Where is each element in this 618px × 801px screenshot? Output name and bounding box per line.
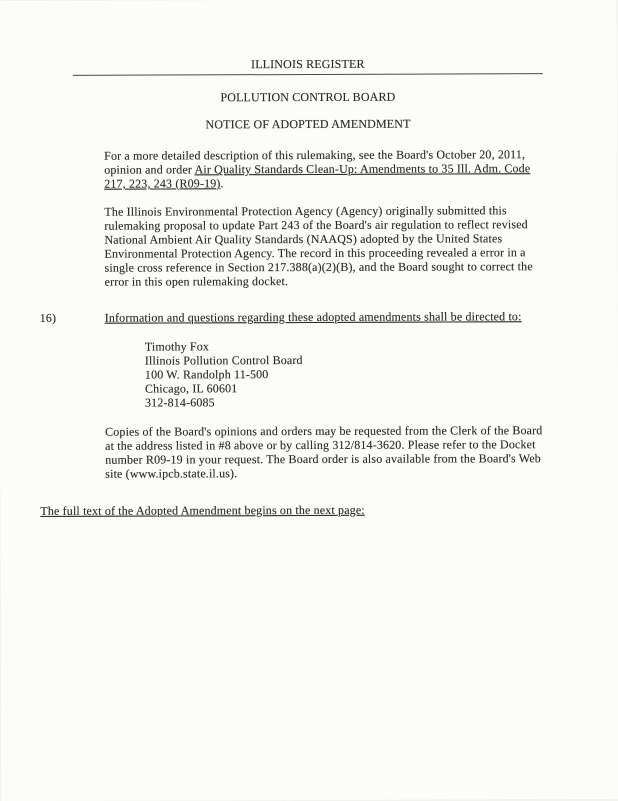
item-16-number: 16) (39, 310, 57, 325)
notice-title: NOTICE OF ADOPTED AMENDMENT (205, 116, 411, 132)
paragraph-rulemaking-description (104, 147, 544, 191)
contact-block (145, 338, 618, 410)
board-title: POLLUTION CONTROL BOARD (220, 89, 396, 105)
paragraph-1-period: . (220, 176, 224, 191)
contact-name: Timothy Fox (144, 339, 210, 354)
paragraph-agency-proposal: The Illinois Environmental Protection Agency (Agency) originally submitted this rulemaking proposal to update Part 243 of the Board's air regulation to reflect revised National Ambient Air Quality Standards (NAAQS) adopted by the United States Environmental Protection Agency. The record in this proceeding revealed a error in a single cross reference in Section 217.388(a)(2)(B), and the Board sought to correct the error in this open rulemaking docket. (104, 203, 533, 289)
register-header (73, 56, 543, 76)
item-16-row (0, 309, 618, 325)
contact-city-state-zip: Chicago, IL 60601 (144, 381, 238, 396)
paragraph-1-text: For a more detailed description of this rulemaking, see the Board's October 20, 2011, opinion and order (104, 147, 526, 177)
contact-organization: Illinois Pollution Control Board (144, 353, 303, 368)
contact-phone: 312-814-6085 (144, 395, 215, 410)
register-title: ILLINOIS REGISTER (251, 56, 365, 72)
contact-street-address: 100 W. Randolph 11-500 (144, 367, 269, 382)
full-text-footer-line: The full text of the Adopted Amendment begins on the next page: (40, 502, 365, 518)
paragraph-1-citation: Air Quality Standards Clean-Up: Amendments to 35 Ill. Adm. Code 217, 223, 243 (R09-19) (104, 161, 531, 191)
paragraph-copies-request: Copies of the Board's opinions and orders may be requested from the Clerk of the Board at the address listed in #8 above or by calling 312/814-3620. Please refer to the Docket number R09-19 in your request. The Board order is also available from the Board's Web site (www.ipcb.state.il.us). (105, 423, 543, 481)
item-16-heading: Information and questions regarding these adopted amendments shall be directed to: (104, 309, 522, 325)
